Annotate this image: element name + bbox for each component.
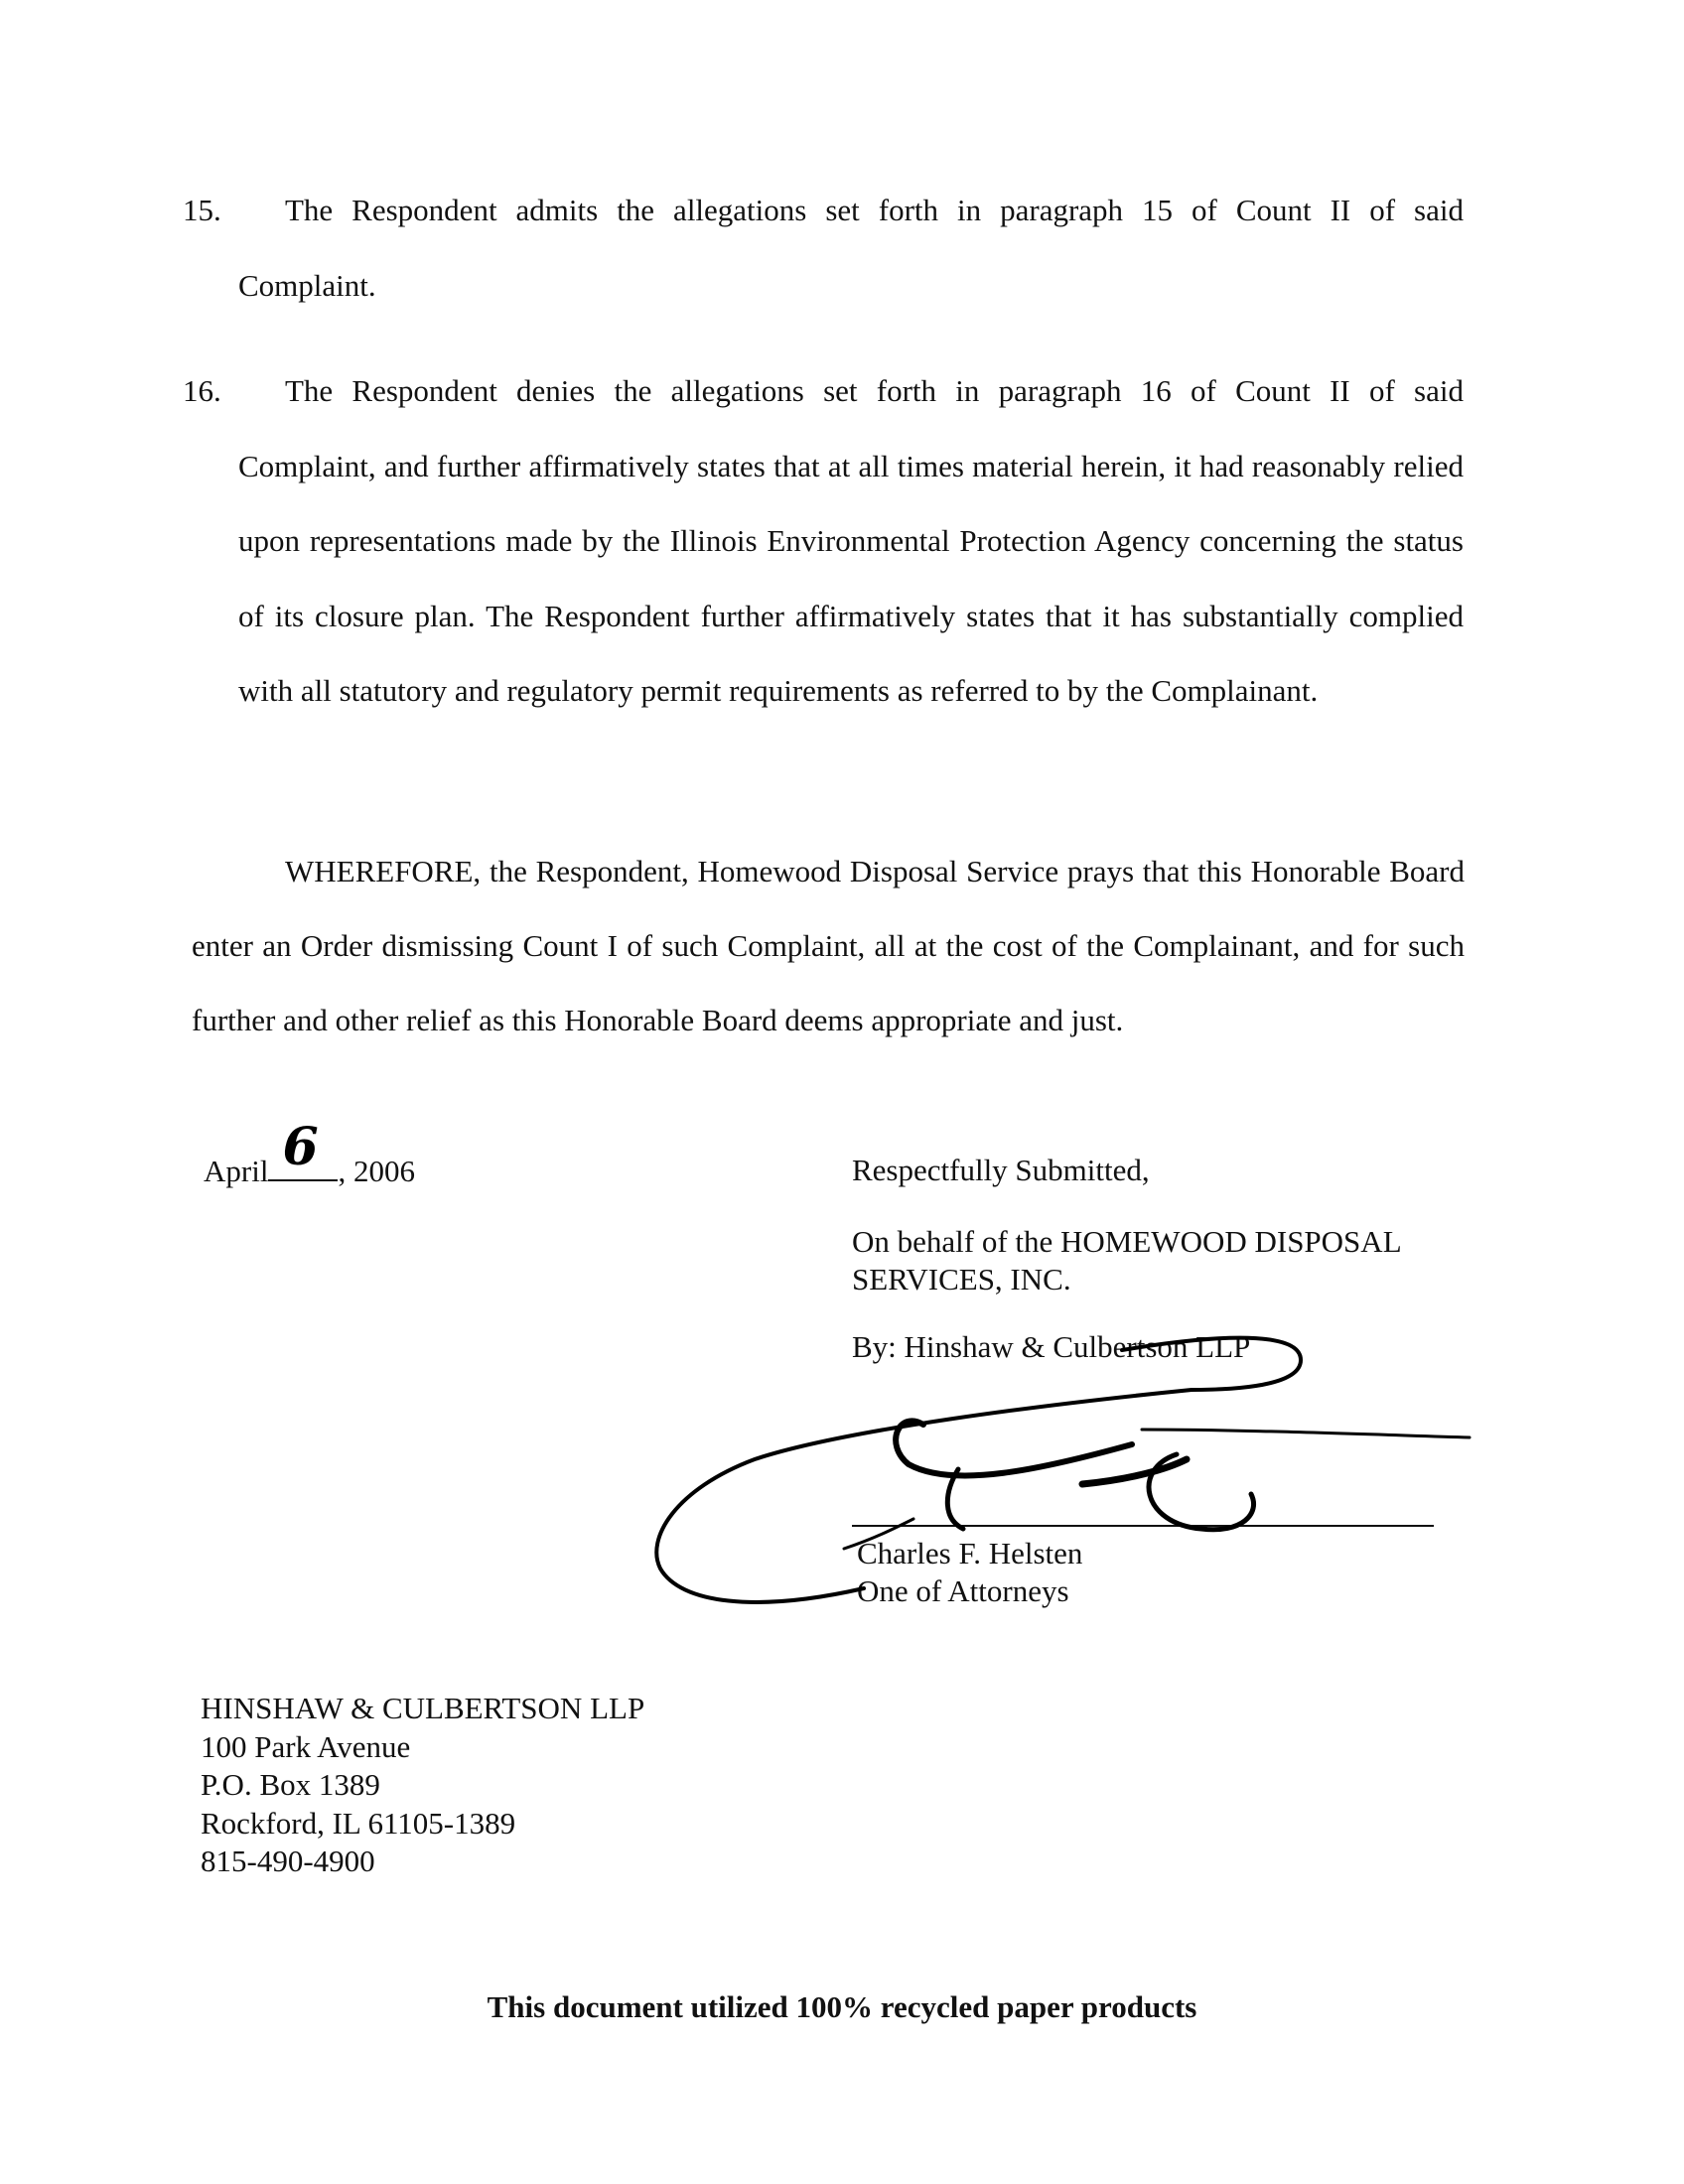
- signer-name: Charles F. Helsten: [857, 1536, 1083, 1570]
- paragraph-16-body: Complaint, and further affirmatively states that at all times material herein, it had reasonably relied upon representations made by the Illinois Environmental Protection Agency concerning the status of its closure plan. The Respondent further affirmatively states that it has substantially complied with all statutory and regulatory permit requirements as referred to by the Complainant.: [238, 448, 1464, 708]
- by-line: By: Hinshaw & Culbertson LLP: [852, 1329, 1251, 1364]
- date-month: April: [204, 1154, 269, 1188]
- signature-line: [852, 1525, 1434, 1527]
- wherefore-clause: [192, 834, 1465, 1057]
- paragraph-15-first-line: [183, 173, 1464, 248]
- phone-number: 815-490-4900: [201, 1843, 375, 1878]
- closing-text: Respectfully Submitted,: [852, 1153, 1150, 1187]
- signature-block: [852, 1152, 1468, 1366]
- paragraph-16-lead: The Respondent denies the allegations set forth in paragraph 16 of Count II of said: [285, 373, 1464, 408]
- firm-name: HINSHAW & CULBERTSON LLP: [201, 1691, 645, 1725]
- firm-address: [201, 1690, 644, 1881]
- signer-info: [857, 1535, 1082, 1610]
- wherefore-text: WHEREFORE, the Respondent, Homewood Disposal Service prays that this Honorable Board enter an Order dismissing Count I of such Complaint, all at the cost of the Complainant, and for such further and other relief as this Honorable Board deems appropriate and just.: [192, 854, 1465, 1037]
- handwritten-day: [268, 1117, 338, 1181]
- date-line: [204, 1117, 415, 1191]
- paragraph-15-lead: The Respondent admits the allegations set forth in paragraph 15 of Count II of said: [285, 193, 1464, 227]
- street-address: 100 Park Avenue: [201, 1728, 411, 1764]
- paragraph-16-number: 16.: [183, 373, 221, 408]
- recycled-paper-notice: This document utilized 100% recycled paper products: [487, 1989, 1197, 2024]
- handwritten-day-text: 6: [282, 1117, 319, 1177]
- date-year: , 2006: [338, 1154, 415, 1188]
- paragraph-15: [183, 173, 1464, 323]
- po-box: P.O. Box 1389: [201, 1767, 380, 1802]
- paragraph-16-first-line: [183, 353, 1464, 429]
- on-behalf-line-1: On behalf of the HOMEWOOD DISPOSAL: [852, 1224, 1402, 1259]
- paragraph-16: [183, 353, 1464, 729]
- on-behalf-line-2: SERVICES, INC.: [852, 1262, 1071, 1297]
- paragraph-15-number: 15.: [183, 193, 221, 227]
- paragraph-15-body: Complaint.: [238, 267, 376, 303]
- city-state-zip: Rockford, IL 61105-1389: [201, 1805, 516, 1841]
- signer-role: One of Attorneys: [857, 1573, 1069, 1608]
